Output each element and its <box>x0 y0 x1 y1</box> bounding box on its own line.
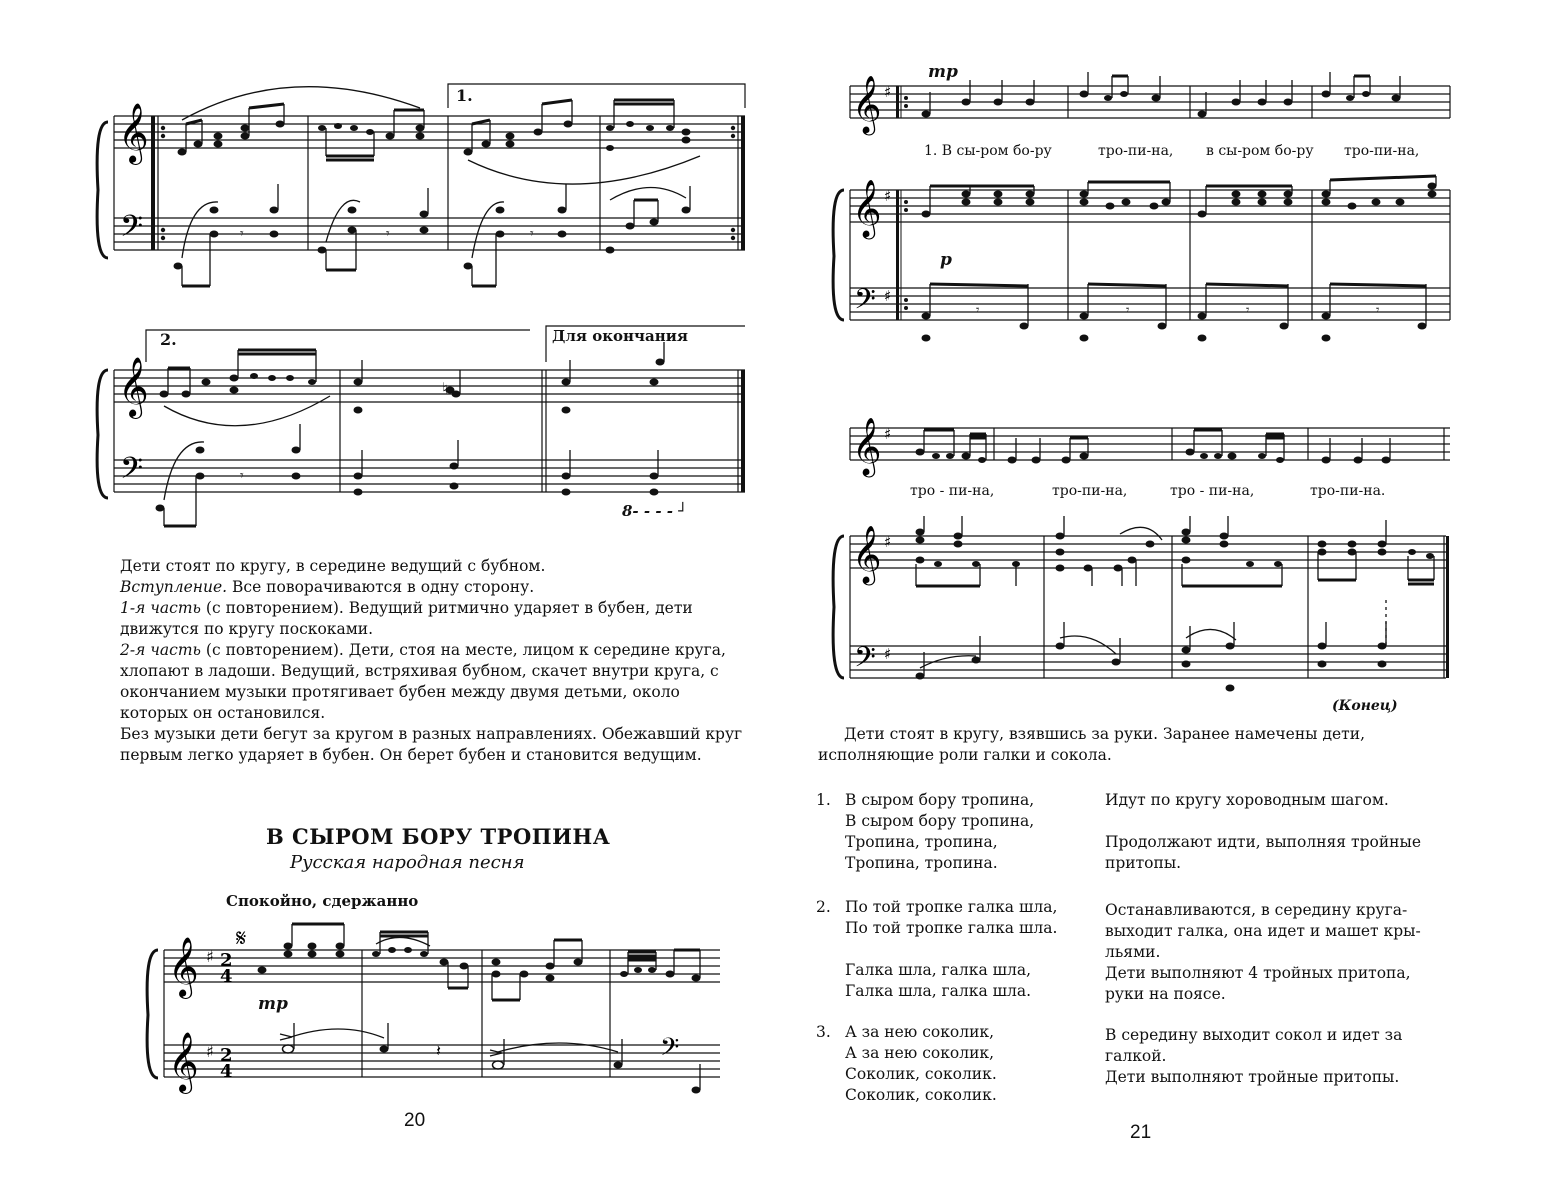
svg-text:♯: ♯ <box>884 425 892 443</box>
svg-text:𝄢: 𝄢 <box>854 283 876 323</box>
svg-text:𝄢: 𝄢 <box>120 210 144 251</box>
svg-text:𝄽: 𝄽 <box>436 1041 441 1060</box>
svg-text:𝄞: 𝄞 <box>168 1032 199 1092</box>
svg-text:♯: ♯ <box>884 287 892 305</box>
svg-text:𝄾: 𝄾 <box>240 468 244 484</box>
octave-mark: 8- - - - ┘ <box>622 502 688 520</box>
svg-text:♯: ♯ <box>206 1042 214 1061</box>
song-title: В СЫРОМ БОРУ ТРОПИНА <box>266 824 611 849</box>
svg-text:𝄞: 𝄞 <box>852 417 882 475</box>
game-description <box>120 556 748 766</box>
svg-text:4: 4 <box>220 966 233 987</box>
svg-text:𝄞: 𝄞 <box>118 103 149 163</box>
score-system-1 <box>90 80 760 300</box>
svg-text:𝄾: 𝄾 <box>530 226 534 242</box>
tempo-marking: Спокойно, сдержанно <box>226 892 419 910</box>
action-4: В середину выходит сокол и идет за галкой. Дети выполняют тройные притопы. <box>1105 1026 1403 1086</box>
game-intro: Дети стоят в кругу, взявшись за руки. Заранее намечены дети, исполняющие роли галки и сокола. <box>818 725 1365 764</box>
svg-text:𝄢: 𝄢 <box>120 452 144 493</box>
svg-text:𝄞: 𝄞 <box>118 357 149 417</box>
svg-text:𝄞: 𝄞 <box>168 937 199 997</box>
svg-text:𝄞: 𝄞 <box>852 525 882 583</box>
svg-text:𝄞: 𝄞 <box>852 75 882 133</box>
paragraph: 2-я часть (с повторением). Дети, стоя на месте, лицом к середине круга, хлопают в ладоши. Ведущий, встряхивая бубном, скачет внутри круга, с окончанием музыки протягивает бубен между двумя детьми, около которых он остановился. <box>120 641 726 722</box>
svg-text:4: 4 <box>220 1061 233 1082</box>
dynamic-p-right: p <box>940 250 952 270</box>
score-system-a <box>826 66 1466 376</box>
end-label: (Конец) <box>1332 698 1398 714</box>
svg-text:𝄾: 𝄾 <box>240 226 244 242</box>
svg-text:♯: ♯ <box>884 645 892 663</box>
svg-text:𝄞: 𝄞 <box>852 179 882 237</box>
svg-text:𝄾: 𝄾 <box>386 226 390 242</box>
svg-text:𝄾: 𝄾 <box>1126 303 1130 318</box>
paragraph: Дети стоят по кругу, в середине ведущий с бубном. <box>120 557 546 575</box>
dynamic-mp-left: mp <box>258 994 288 1014</box>
svg-text:𝄾: 𝄾 <box>1246 303 1250 318</box>
action-3: Останавливаются, в середину круга- выходит галка, она идет и машет кры- льями. Дети выполняют 4 тройных притопа, руки на поясе. <box>1105 901 1421 1003</box>
svg-text:𝄢: 𝄢 <box>854 641 876 681</box>
volta-1-label: 1. <box>456 86 473 105</box>
action-1: Идут по кругу хороводным шагом. <box>1105 791 1389 809</box>
score-system-2 <box>90 320 760 530</box>
page-number-left: 20 <box>404 1110 426 1131</box>
paragraph: 1-я часть (с повторением). Ведущий ритмично ударяет в бубен, дети движутся по кругу поскоками. <box>120 599 693 638</box>
score-system-b <box>826 400 1466 700</box>
svg-text:𝄋: 𝄋 <box>236 924 247 952</box>
verse-lines: По той тропке галка шла, По той тропке галка шла. Галка шла, галка шла, Галка шла, галка шла. <box>845 898 1058 1000</box>
verse-lines: А за нею соколик, А за нею соколик, Соколик, соколик. Соколик, соколик. <box>845 1023 997 1104</box>
volta-2-label: 2. <box>160 330 177 349</box>
action-2: Продолжают идти, выполняя тройные притопы. <box>1105 833 1422 872</box>
paragraph: Без музыки дети бегут за кругом в разных направлениях. Обежавший круг первым легко ударяет в бубен. Он берет бубен и становится ведущим. <box>120 725 743 764</box>
svg-text:♯: ♯ <box>206 947 214 966</box>
ending-label: Для окончания <box>552 327 688 345</box>
song-subtitle: Русская народная песня <box>290 852 525 873</box>
dynamic-mp-right: mp <box>928 62 958 82</box>
svg-text:♯: ♯ <box>884 187 892 205</box>
page-number-right: 21 <box>1130 1122 1152 1143</box>
svg-text:2: 2 <box>220 950 233 971</box>
svg-text:𝄾: 𝄾 <box>976 303 980 318</box>
paragraph: Вступление. Все поворачиваются в одну сторону. <box>120 578 535 596</box>
svg-text:♯: ♯ <box>884 533 892 551</box>
svg-text:𝄢: 𝄢 <box>660 1033 680 1068</box>
svg-text:♯: ♯ <box>884 83 892 101</box>
svg-text:2: 2 <box>220 1045 233 1066</box>
svg-text:♮: ♮ <box>442 379 448 398</box>
svg-text:𝄾: 𝄾 <box>1376 303 1380 318</box>
verse-lines: В сыром бору тропина, В сыром бору тропина, Тропина, тропина, Тропина, тропина. <box>845 791 1035 872</box>
score-system-3 <box>140 910 730 1090</box>
